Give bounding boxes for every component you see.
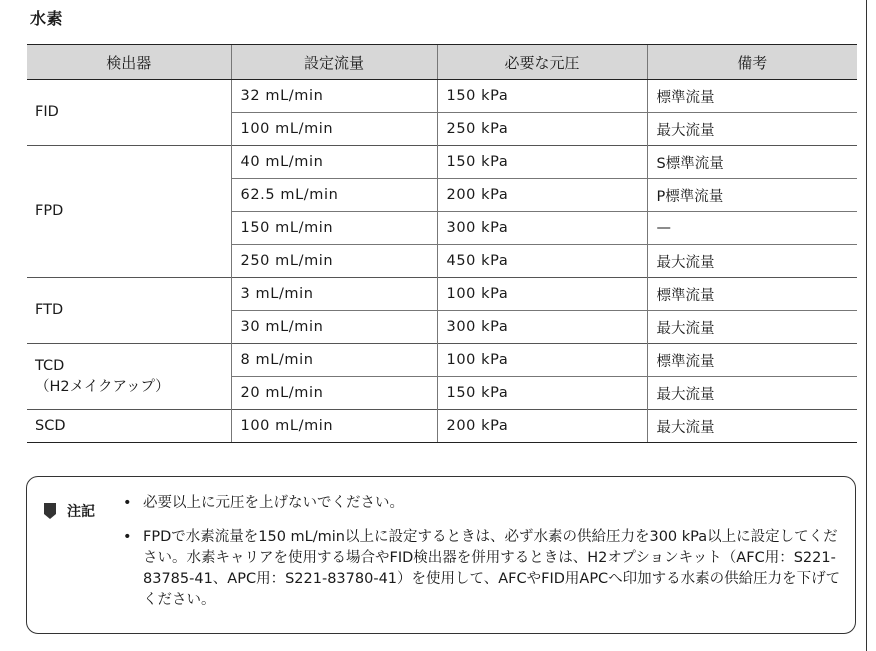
- remark-cell: 標準流量: [647, 344, 857, 377]
- remark-cell: P標準流量: [647, 179, 857, 212]
- flow-cell: 3 mL/min: [231, 278, 437, 311]
- section-title: 水素: [30, 9, 64, 28]
- note-box: [26, 476, 856, 634]
- detector-subname: （H2メイクアップ）: [35, 378, 170, 395]
- table-row: [27, 146, 857, 179]
- detector-name: TCD: [35, 357, 65, 374]
- flow-cell: 100 mL/min: [231, 410, 437, 443]
- pressure-cell: 100 kPa: [437, 344, 647, 377]
- pressure-cell: 300 kPa: [437, 311, 647, 344]
- pressure-cell: 150 kPa: [437, 146, 647, 179]
- table-row: [27, 278, 857, 311]
- header-flow: 設定流量: [231, 45, 437, 80]
- remark-cell: 最大流量: [647, 410, 857, 443]
- flow-cell: 20 mL/min: [231, 377, 437, 410]
- detector-name: FTD: [35, 302, 64, 318]
- note-item: [119, 527, 843, 611]
- pressure-cell: 200 kPa: [437, 179, 647, 212]
- flow-cell: 100 mL/min: [231, 113, 437, 146]
- table-row: [27, 344, 857, 377]
- detector-cell: [27, 410, 231, 443]
- page-edge-rule: [866, 0, 867, 651]
- header-remark: 備考: [647, 45, 857, 80]
- note-list: [119, 493, 843, 624]
- pressure-cell: 200 kPa: [437, 410, 647, 443]
- header-pressure: 必要な元圧: [437, 45, 647, 80]
- pressure-cell: 150 kPa: [437, 377, 647, 410]
- pressure-cell: 250 kPa: [437, 113, 647, 146]
- flow-cell: 62.5 mL/min: [231, 179, 437, 212]
- table-row: [27, 80, 857, 113]
- note-text: 必要以上に元圧を上げないでください。: [143, 495, 404, 511]
- flow-cell: 30 mL/min: [231, 311, 437, 344]
- flow-cell: 40 mL/min: [231, 146, 437, 179]
- remark-cell: 標準流量: [647, 80, 857, 113]
- remark-cell: —: [647, 212, 857, 245]
- detector-name: SCD: [35, 417, 66, 434]
- table-header-row: [27, 45, 857, 80]
- detector-cell: [27, 278, 231, 344]
- detector-cell: [27, 146, 231, 278]
- remark-cell: 最大流量: [647, 245, 857, 278]
- header-detector: 検出器: [27, 45, 231, 80]
- pressure-cell: 450 kPa: [437, 245, 647, 278]
- note-text: FPDで水素流量を150 mL/min以上に設定するときは、必ず水素の供給圧力を300 kPa以上に設定してください。水素キャリアを使用する場合やFID検出器を併用するときは、H2オプションキット（AFC用：S221-83785-41、APC用：S221-83780-41）を使用して、AFCやFID用APCへ印加する水素の供給圧力を下げてください。: [143, 529, 841, 608]
- pressure-cell: 300 kPa: [437, 212, 647, 245]
- flow-cell: 150 mL/min: [231, 212, 437, 245]
- note-label-group: [43, 501, 95, 521]
- note-item: [119, 493, 843, 514]
- pressure-cell: 100 kPa: [437, 278, 647, 311]
- hydrogen-flow-table: [27, 44, 857, 443]
- bullet-icon: •: [123, 529, 132, 545]
- detector-cell: [27, 80, 231, 146]
- remark-cell: 最大流量: [647, 311, 857, 344]
- memo-icon: [43, 502, 57, 520]
- note-label: 注記: [67, 504, 95, 520]
- detector-name: FPD: [35, 203, 64, 219]
- remark-cell: 標準流量: [647, 278, 857, 311]
- remark-cell: 最大流量: [647, 113, 857, 146]
- detector-name: FID: [35, 104, 59, 120]
- table-row: [27, 410, 857, 443]
- flow-cell: 8 mL/min: [231, 344, 437, 377]
- flow-cell: 32 mL/min: [231, 80, 437, 113]
- pressure-cell: 150 kPa: [437, 80, 647, 113]
- remark-cell: S標準流量: [647, 146, 857, 179]
- detector-cell: [27, 344, 231, 410]
- bullet-icon: •: [123, 495, 132, 511]
- flow-cell: 250 mL/min: [231, 245, 437, 278]
- remark-cell: 最大流量: [647, 377, 857, 410]
